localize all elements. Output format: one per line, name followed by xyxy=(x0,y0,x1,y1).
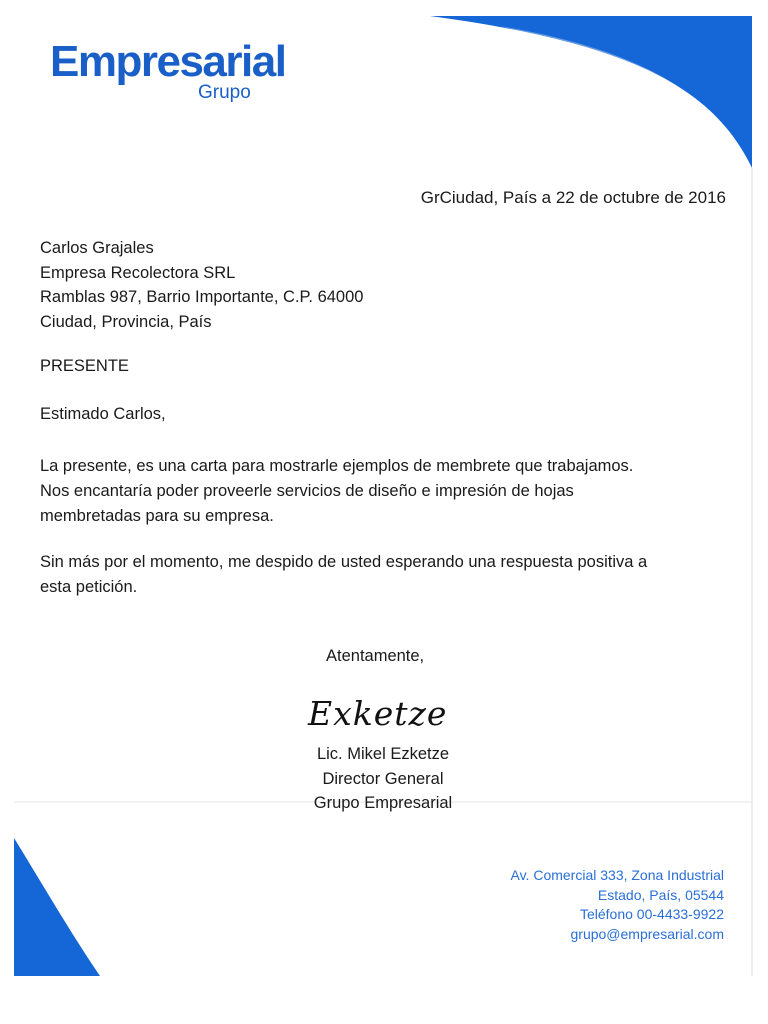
recipient-city: Ciudad, Provincia, País xyxy=(40,312,212,331)
logo-sub-text: Grupo xyxy=(198,82,251,103)
paragraph-line: Nos encantaría poder proveerle servicios de diseño e impresión de hojas xyxy=(40,482,574,500)
paragraph-line: membretadas para su empresa. xyxy=(40,507,274,525)
recipient-street: Ramblas 987, Barrio Importante, C.P. 64000 xyxy=(40,288,364,306)
body-paragraph-2 xyxy=(40,550,730,600)
present-line: PRESENTE xyxy=(40,357,129,375)
signer-block xyxy=(230,742,536,816)
greeting: Estimado Carlos, xyxy=(40,405,166,423)
recipient-address xyxy=(40,236,363,334)
paragraph-line: Sin más por el momento, me despido de usted esperando una respuesta positiva a xyxy=(40,553,648,571)
letter-date: GrCiudad, País a 22 de octubre de 2016 xyxy=(420,188,726,207)
paragraph-line: La presente, es una carta para mostrarle ejemplos de membrete que trabajamos. xyxy=(40,457,634,475)
handwritten-signature: Exketze xyxy=(308,694,448,733)
bottom-swoosh xyxy=(14,838,100,976)
footer-region: Estado, País, 05544 xyxy=(597,886,724,903)
footer-phone: Teléfono 00-4433-9922 xyxy=(579,906,724,922)
signer-title: Director General xyxy=(322,769,444,788)
logo-main-text: Empresarial xyxy=(50,37,286,86)
top-swoosh xyxy=(430,16,752,168)
footer-address: Av. Comercial 333, Zona Industrial xyxy=(510,867,724,883)
footer-contact xyxy=(511,866,724,944)
recipient-company: Empresa Recolectora SRL xyxy=(40,263,236,282)
paragraph-line: esta petición. xyxy=(40,578,138,596)
signer-company: Grupo Empresarial xyxy=(313,794,453,812)
closing: Atentamente, xyxy=(326,647,425,665)
footer-email[interactable]: grupo@empresarial.com xyxy=(570,925,724,942)
recipient-name: Carlos Grajales xyxy=(40,239,154,257)
body-paragraph-1 xyxy=(40,454,730,529)
company-logo xyxy=(50,36,286,106)
signer-name: Lic. Mikel Ezketze xyxy=(316,745,450,763)
